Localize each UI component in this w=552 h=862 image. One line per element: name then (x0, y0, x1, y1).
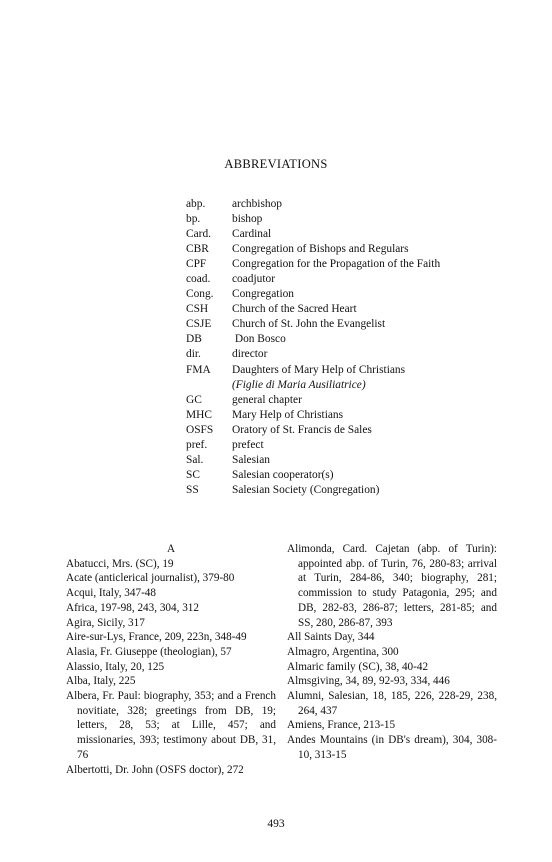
abbr-row (186, 438, 440, 453)
abbr-row (186, 363, 440, 378)
index-entry: Almagro, Argentina, 300 (287, 645, 399, 658)
index-entry: Albera, Fr. Paul: biography, 353; and a French novitiate, 328; greetings from DB, 19; letters, 28, 53; at Lille, 457; and missionaries, 393; testimony about DB, 31, 76 (66, 690, 276, 761)
index-entry: Acate (anticlerical journalist), 379-80 (66, 572, 235, 585)
index-entry: Albertotti, Dr. John (OSFS doctor), 272 (66, 763, 244, 776)
index-entry: Agira, Sicily, 317 (66, 616, 145, 629)
abbr-key: OSFS (186, 423, 214, 436)
abbr-key: SS (186, 483, 199, 496)
abbr-row (186, 393, 440, 408)
abbr-key (186, 378, 232, 393)
abbr-row (186, 287, 440, 302)
abbr-value: Daughters of Mary Help of Christians (232, 363, 406, 376)
abbr-row (186, 317, 440, 332)
abbr-row (186, 302, 440, 317)
abbr-row (186, 423, 440, 438)
abbr-value: Church of St. John the Evangelist (232, 318, 386, 331)
abbr-key: GC (186, 393, 202, 406)
index-entry: Almsgiving, 34, 89, 92-93, 334, 446 (287, 675, 450, 688)
abbr-value: bishop (232, 213, 263, 226)
index-entry: Alba, Italy, 225 (66, 675, 136, 688)
abbr-row (186, 257, 440, 272)
abbr-value: Oratory of St. Francis de Sales (232, 423, 372, 436)
abbr-key: abp. (186, 198, 206, 210)
abbr-row (186, 453, 440, 468)
index-entry: Alasia, Fr. Giuseppe (theologian), 57 (66, 645, 232, 658)
abbr-key: dir. (186, 348, 201, 361)
abbr-row (186, 483, 440, 498)
abbr-key: DB (186, 333, 202, 346)
abbr-value: Don Bosco (232, 333, 286, 346)
index-entry: Amiens, France, 213-15 (287, 719, 396, 732)
abbr-key: CSH (186, 303, 209, 316)
abbr-row (186, 468, 440, 483)
abbr-row (186, 332, 440, 347)
index-entry: Abatucci, Mrs. (SC), 19 (66, 557, 174, 570)
abbr-value: Congregation for the Propagation of the Faith (232, 258, 441, 271)
index-entry: Alumni, Salesian, 18, 185, 226, 228-29, 238, 264, 437 (287, 690, 497, 717)
index-column-right (287, 542, 497, 763)
index-entry: Africa, 197-98, 243, 304, 312 (66, 601, 199, 614)
abbreviations-table (186, 197, 440, 498)
index-entry: Alimonda, Card. Cajetan (abp. of Turin): appointed abp. of Turin, 76, 280-83; arrival at Turin, 284-86, 340; biography, 281; commission to study Patagonia, 295; and DB, 282-83, 286-87; letters, 281-85; and SS, 280, 286-87, 393 (287, 543, 497, 629)
index-column-left (66, 542, 276, 777)
abbr-value: director (232, 348, 268, 361)
abbr-value-continuation: (Figlie di Maria Ausiliatrice) (232, 378, 366, 391)
abbr-key: Sal. (186, 453, 204, 466)
abbr-key: CSJE (186, 318, 212, 331)
abbr-value: Salesian (232, 453, 270, 466)
index-entry: Aire-sur-Lys, France, 209, 223n, 348-49 (66, 631, 247, 644)
abbr-row (186, 408, 440, 423)
abbr-value: general chapter (232, 393, 302, 406)
abbr-row (186, 242, 440, 257)
abbr-row (186, 197, 440, 212)
abbr-value: Cardinal (232, 228, 272, 241)
abbr-key: CPF (186, 258, 207, 271)
abbr-key: Card. (186, 228, 211, 241)
index-letter-heading: A (166, 543, 176, 555)
abbr-key: SC (186, 468, 200, 481)
section-title: ABBREVIATIONS (224, 157, 328, 171)
abbr-key: bp. (186, 213, 201, 226)
abbr-value: Salesian Society (Congregation) (232, 483, 380, 496)
abbr-value: coadjutor (232, 273, 276, 286)
index-entry: Acqui, Italy, 347-48 (66, 587, 156, 600)
page-number: 493 (267, 818, 285, 830)
abbr-key: MHC (186, 408, 212, 421)
abbr-row (186, 272, 440, 287)
abbr-key: Cong. (186, 288, 214, 301)
index-entry: Alassio, Italy, 20, 125 (66, 660, 165, 673)
index-entry: All Saints Day, 344 (287, 631, 375, 644)
abbr-value: Congregation of Bishops and Regulars (232, 243, 409, 256)
index-entry: Andes Mountains (in DB's dream), 304, 308-10, 313-15 (287, 734, 497, 761)
abbr-key: FMA (186, 363, 211, 376)
abbr-value: Salesian cooperator(s) (232, 468, 334, 481)
abbr-key: CBR (186, 243, 209, 256)
index-entry: Almaric family (SC), 38, 40-42 (287, 660, 429, 673)
abbr-value: Church of the Sacred Heart (232, 303, 357, 316)
abbr-row (186, 347, 440, 362)
abbr-value: Congregation (232, 288, 295, 301)
abbr-row (186, 227, 440, 242)
abbr-value: prefect (232, 438, 264, 451)
abbr-value: archbishop (232, 198, 282, 210)
abbr-row (186, 212, 440, 227)
abbr-key: coad. (186, 273, 211, 286)
abbr-key: pref. (186, 438, 208, 451)
abbr-value: Mary Help of Christians (232, 408, 344, 421)
abbr-row (186, 378, 440, 393)
